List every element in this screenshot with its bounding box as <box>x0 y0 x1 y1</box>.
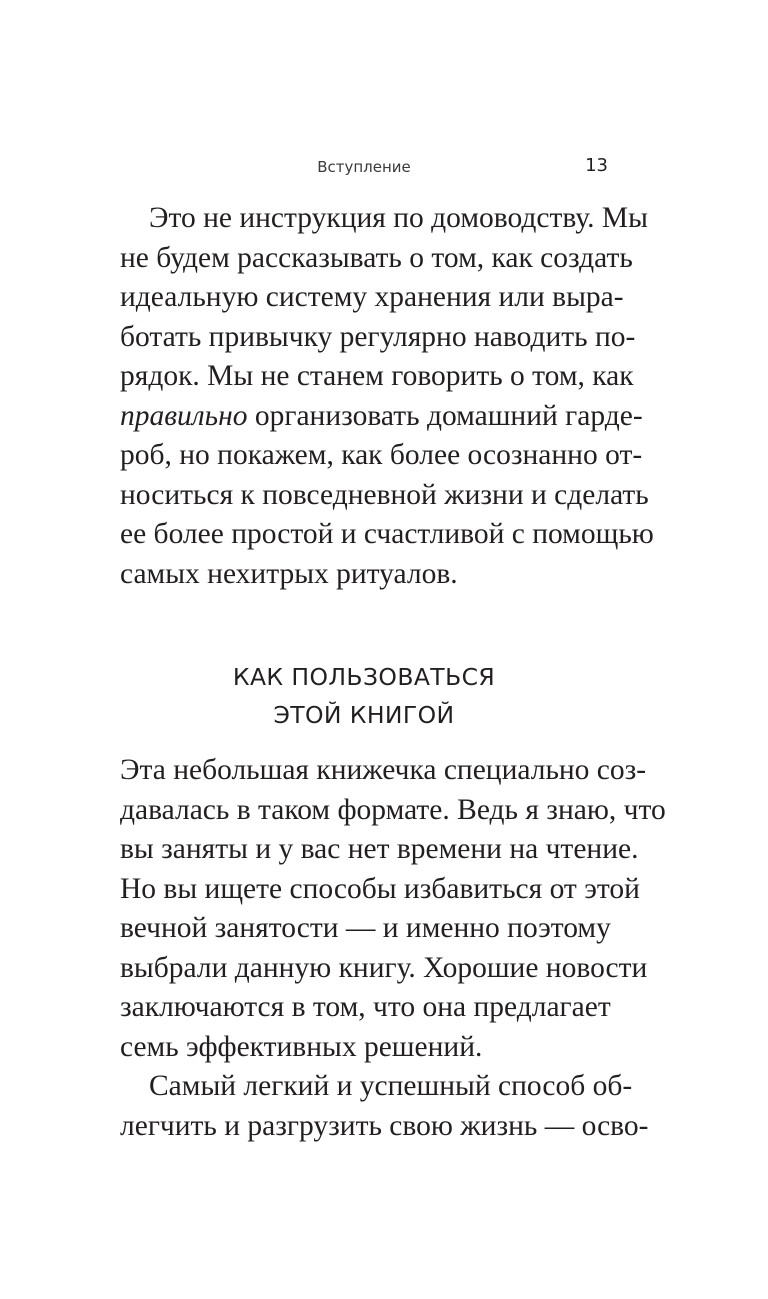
text-fragment: организовать домашний гарде- <box>254 399 643 432</box>
text-line: рядок. Мы не станем говорить о том, как <box>120 360 634 392</box>
text-line: не будем рассказывать о том, как создать <box>120 241 633 274</box>
heading-line: ЭТОЙ КНИГОЙ <box>273 701 455 729</box>
text-line: Эта небольшая книжечка специально соз- <box>120 754 647 786</box>
text-line: семь эффективных решений. <box>120 1030 483 1063</box>
paragraph-format <box>120 751 666 1067</box>
text-line: вы заняты и у вас нет времени на чтение. <box>120 833 639 865</box>
text-line: выбрали данную книгу. Хорошие новости <box>120 951 648 984</box>
heading-line: КАК ПОЛЬЗОВАТЬСЯ <box>232 663 496 691</box>
running-title: Вступление <box>317 158 411 176</box>
text-line: Это не инструкция по домоводству. Мы <box>149 202 648 234</box>
text-line: идеальную систему хранения или выра- <box>120 281 624 313</box>
text-line: ее более простой и счастливой с помощью <box>120 518 654 550</box>
text-line: вечной занятости — и именно поэтому <box>120 912 611 944</box>
text-line: легчить и разгрузить свою жизнь — осво- <box>120 1109 649 1142</box>
text-line: Самый легкий и успешный способ об- <box>149 1070 633 1102</box>
text-line: носиться к повседневной жизни и сделать <box>120 478 649 511</box>
paragraph-intro <box>120 199 654 594</box>
page-number: 13 <box>585 155 608 176</box>
section-heading <box>120 658 608 734</box>
text-line: роб, но покажем, как более осознанно от- <box>120 439 643 471</box>
text-line-with-emphasis <box>120 397 643 437</box>
paragraph-continued <box>120 1067 649 1146</box>
text-line: давалась в таком формате. Ведь я знаю, что <box>120 793 666 826</box>
text-line: ботать привычку регулярно наводить по- <box>120 320 636 353</box>
text-line: самых нехитрых ритуалов. <box>120 557 458 590</box>
running-head <box>120 155 608 179</box>
text-line: заключаются в том, что она предлагает <box>120 991 611 1023</box>
emphasized-word: правильно <box>120 399 248 432</box>
text-line: Но вы ищете способы избавиться от этой <box>120 872 640 905</box>
